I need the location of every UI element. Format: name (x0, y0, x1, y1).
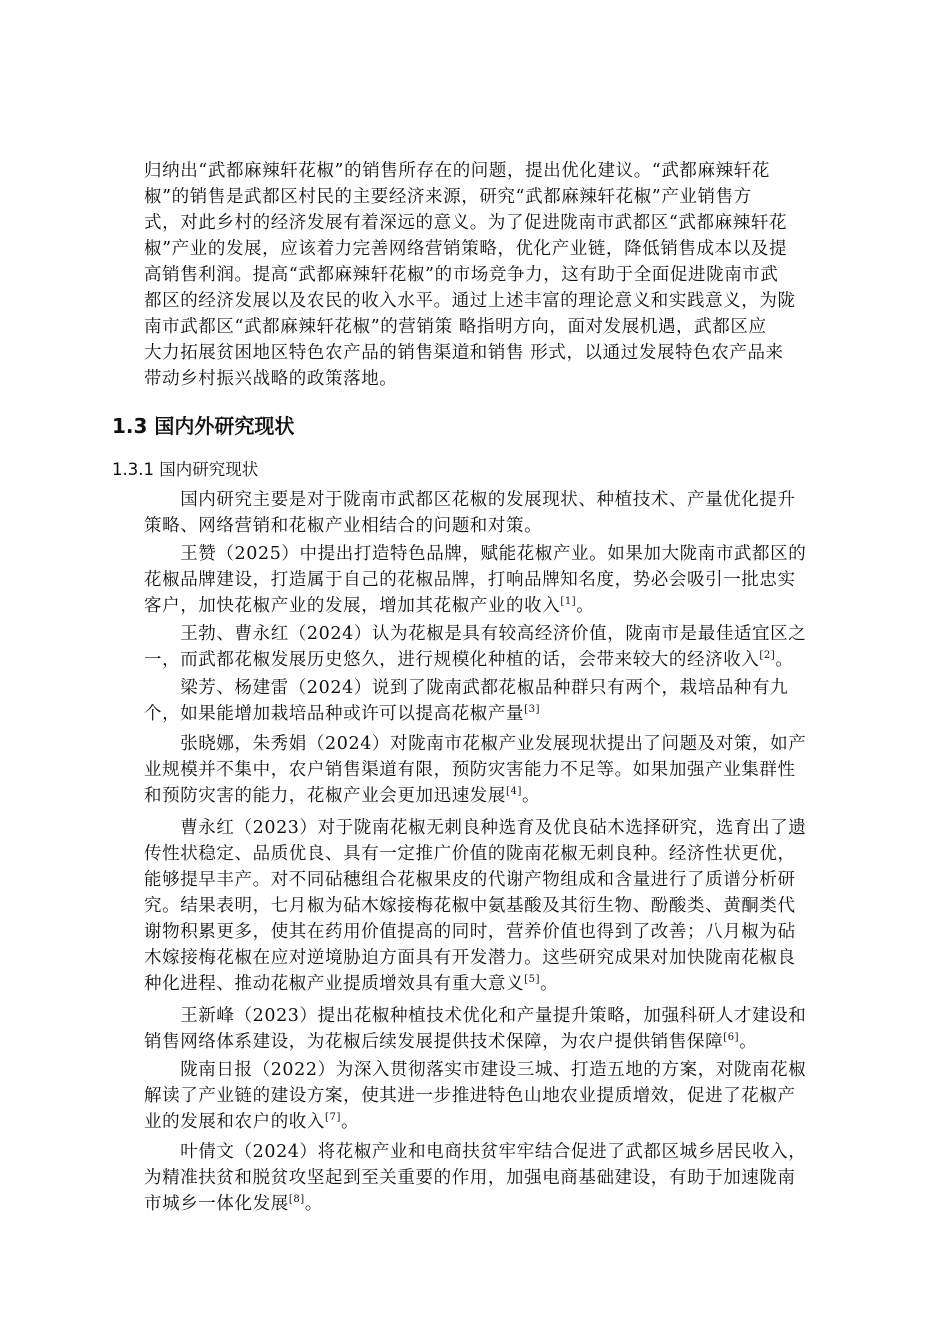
text-span: 。 (304, 1194, 323, 1214)
text-line (144, 701, 540, 727)
text-line: 木嫁接梅花椒在应对逆境胁迫方面具有开发潜力。这些研究成果对加快陇南花椒良 (144, 948, 796, 968)
section-heading: 1.3 国内外研究现状 (112, 414, 295, 438)
text-line: 业规模并不集中，农户销售渠道有限，预防灾害能力不足等。如果加强产业集群性 (144, 760, 796, 780)
citation-ref: [3] (524, 704, 541, 715)
text-line (144, 1029, 757, 1055)
text-line: 高销售利润。提高“武都麻辣轩花椒”的市场竞争力，这有助于全面促进陇南市武 (144, 265, 779, 285)
citation-ref: [7] (325, 1112, 341, 1123)
text-span: 市城乡一体化发展 (144, 1194, 289, 1214)
text-line: 传性状稳定、品质优良、具有一定推广价值的陇南花椒无刺良种。经济性状更优， (144, 844, 796, 864)
citation-ref: [2] (759, 650, 776, 661)
text-line (144, 783, 540, 809)
text-span: 个，如果能增加栽培品种或许可以提高花椒产量 (144, 704, 525, 724)
text-span: 业的发展和农户的收入 (144, 1112, 325, 1132)
citation-ref: [5] (524, 974, 541, 985)
text-line (144, 1191, 323, 1217)
text-line: 张晓娜，朱秀娟（2024）对陇南市花椒产业发展现状提出了问题及对策，如产 (144, 734, 807, 754)
text-line: 为精准扶贫和脱贫攻坚起到至关重要的作用，加强电商基础建设，有助于加速陇南 (144, 1168, 796, 1188)
text-line: 王新峰（2023）提出花椒种植技术优化和产量提升策略，加强科研人才建设和 (144, 1006, 807, 1026)
text-span: 。 (739, 1032, 758, 1052)
text-line: 花椒品牌建设，打造属于自己的花椒品牌，打响品牌知名度，势必会吸引一批忠实 (144, 570, 796, 590)
citation-ref: [1] (560, 596, 577, 607)
text-line: 陇南日报（2022）为深入贯彻落实市建设三城、打造五地的方案，对陇南花椒 (144, 1060, 807, 1080)
citation-ref: [6] (723, 1032, 740, 1043)
text-line: 式，对此乡村的经济发展有着深远的意义。为了促进陇南市武都区“武都麻辣轩花 (144, 213, 788, 233)
text-line: 国内研究主要是对于陇南市武都区花椒的发展现状、种植技术、产量优化提升 (144, 490, 796, 510)
text-line: 椒”产业的发展，应该着力完善网络营销策略，优化产业链，降低销售成本以及提 (144, 239, 788, 259)
text-line (144, 971, 558, 997)
text-span: 销售网络体系建设，为花椒后续发展提供技术保障，为农户提供销售保障 (144, 1032, 724, 1052)
text-line: 梁芳、杨建雷（2024）说到了陇南武都花椒品种群只有两个，栽培品种有九 (144, 678, 789, 698)
citation-ref: [4] (506, 786, 522, 797)
text-span: 一，而武都花椒发展历史悠久，进行规模化种植的话，会带来较大的经济收入 (144, 650, 760, 670)
text-line: 王赞（2025）中提出打造特色品牌，赋能花椒产业。如果加大陇南市武都区的 (144, 544, 807, 564)
text-span: 。 (340, 1112, 360, 1132)
text-span: 。 (521, 786, 541, 806)
text-span: 客户，加快花椒产业的发展，增加其花椒产业的收入 (144, 596, 561, 616)
text-line: 都区的经济发展以及农民的收入水平。通过上述丰富的理论意义和实践意义，为陇 (144, 291, 796, 311)
text-line (144, 1109, 359, 1135)
text-span: 种化进程、推动花椒产业提质增效具有重大意义 (144, 974, 525, 994)
text-line: 叶倩文（2024）将花椒产业和电商扶贫牢牢结合促进了武都区城乡居民收入， (144, 1142, 807, 1162)
text-span: 。 (540, 974, 559, 994)
text-line (144, 593, 594, 619)
text-line: 南市武都区“武都麻辣轩花椒”的营销策 略指明方向，面对发展机遇，武都区应 (144, 317, 767, 337)
text-line (144, 647, 793, 673)
text-line: 策略、网络营销和花椒产业相结合的问题和对策。 (144, 516, 543, 536)
text-line: 能够提早丰产。对不同砧穗组合花椒果皮的代谢产物组成和含量进行了质谱分析研 (144, 870, 796, 890)
text-line: 谢物积累更多，使其在药用价值提高的同时，营养价值也得到了改善；八月椒为砧 (144, 922, 796, 942)
text-span: 。 (775, 650, 794, 670)
text-line: 曹永红（2023）对于陇南花椒无刺良种选育及优良砧木选择研究，选育出了遗 (144, 818, 807, 838)
citation-ref: [8] (288, 1194, 305, 1205)
text-line: 王勃、曹永红（2024）认为花椒是具有较高经济价值，陇南市是最佳适宜区之 (144, 624, 807, 644)
text-line: 解读了产业链的建设方案，使其进一步推进特色山地农业提质增效，促进了花椒产 (144, 1086, 796, 1106)
text-line: 带动乡村振兴战略的政策落地。 (144, 369, 398, 389)
text-span: 和预防灾害的能力，花椒产业会更加迅速发展 (144, 786, 506, 806)
text-span: 。 (576, 596, 595, 616)
text-line: 究。结果表明，七月椒为砧木嫁接梅花椒中氨基酸及其衍生物、酚酸类、黄酮类代 (144, 896, 796, 916)
text-line: 归纳出“武都麻辣轩花椒”的销售所存在的问题，提出优化建议。“武都麻辣轩花 (144, 161, 770, 181)
text-line: 椒”的销售是武都区村民的主要经济来源，研究“武都麻辣轩花椒”产业销售方 (144, 187, 752, 207)
text-line: 大力拓展贫困地区特色农产品的销售渠道和销售 形式，以通过发展特色农产品来 (144, 343, 784, 363)
subsection-heading: 1.3.1 国内研究现状 (112, 460, 259, 479)
